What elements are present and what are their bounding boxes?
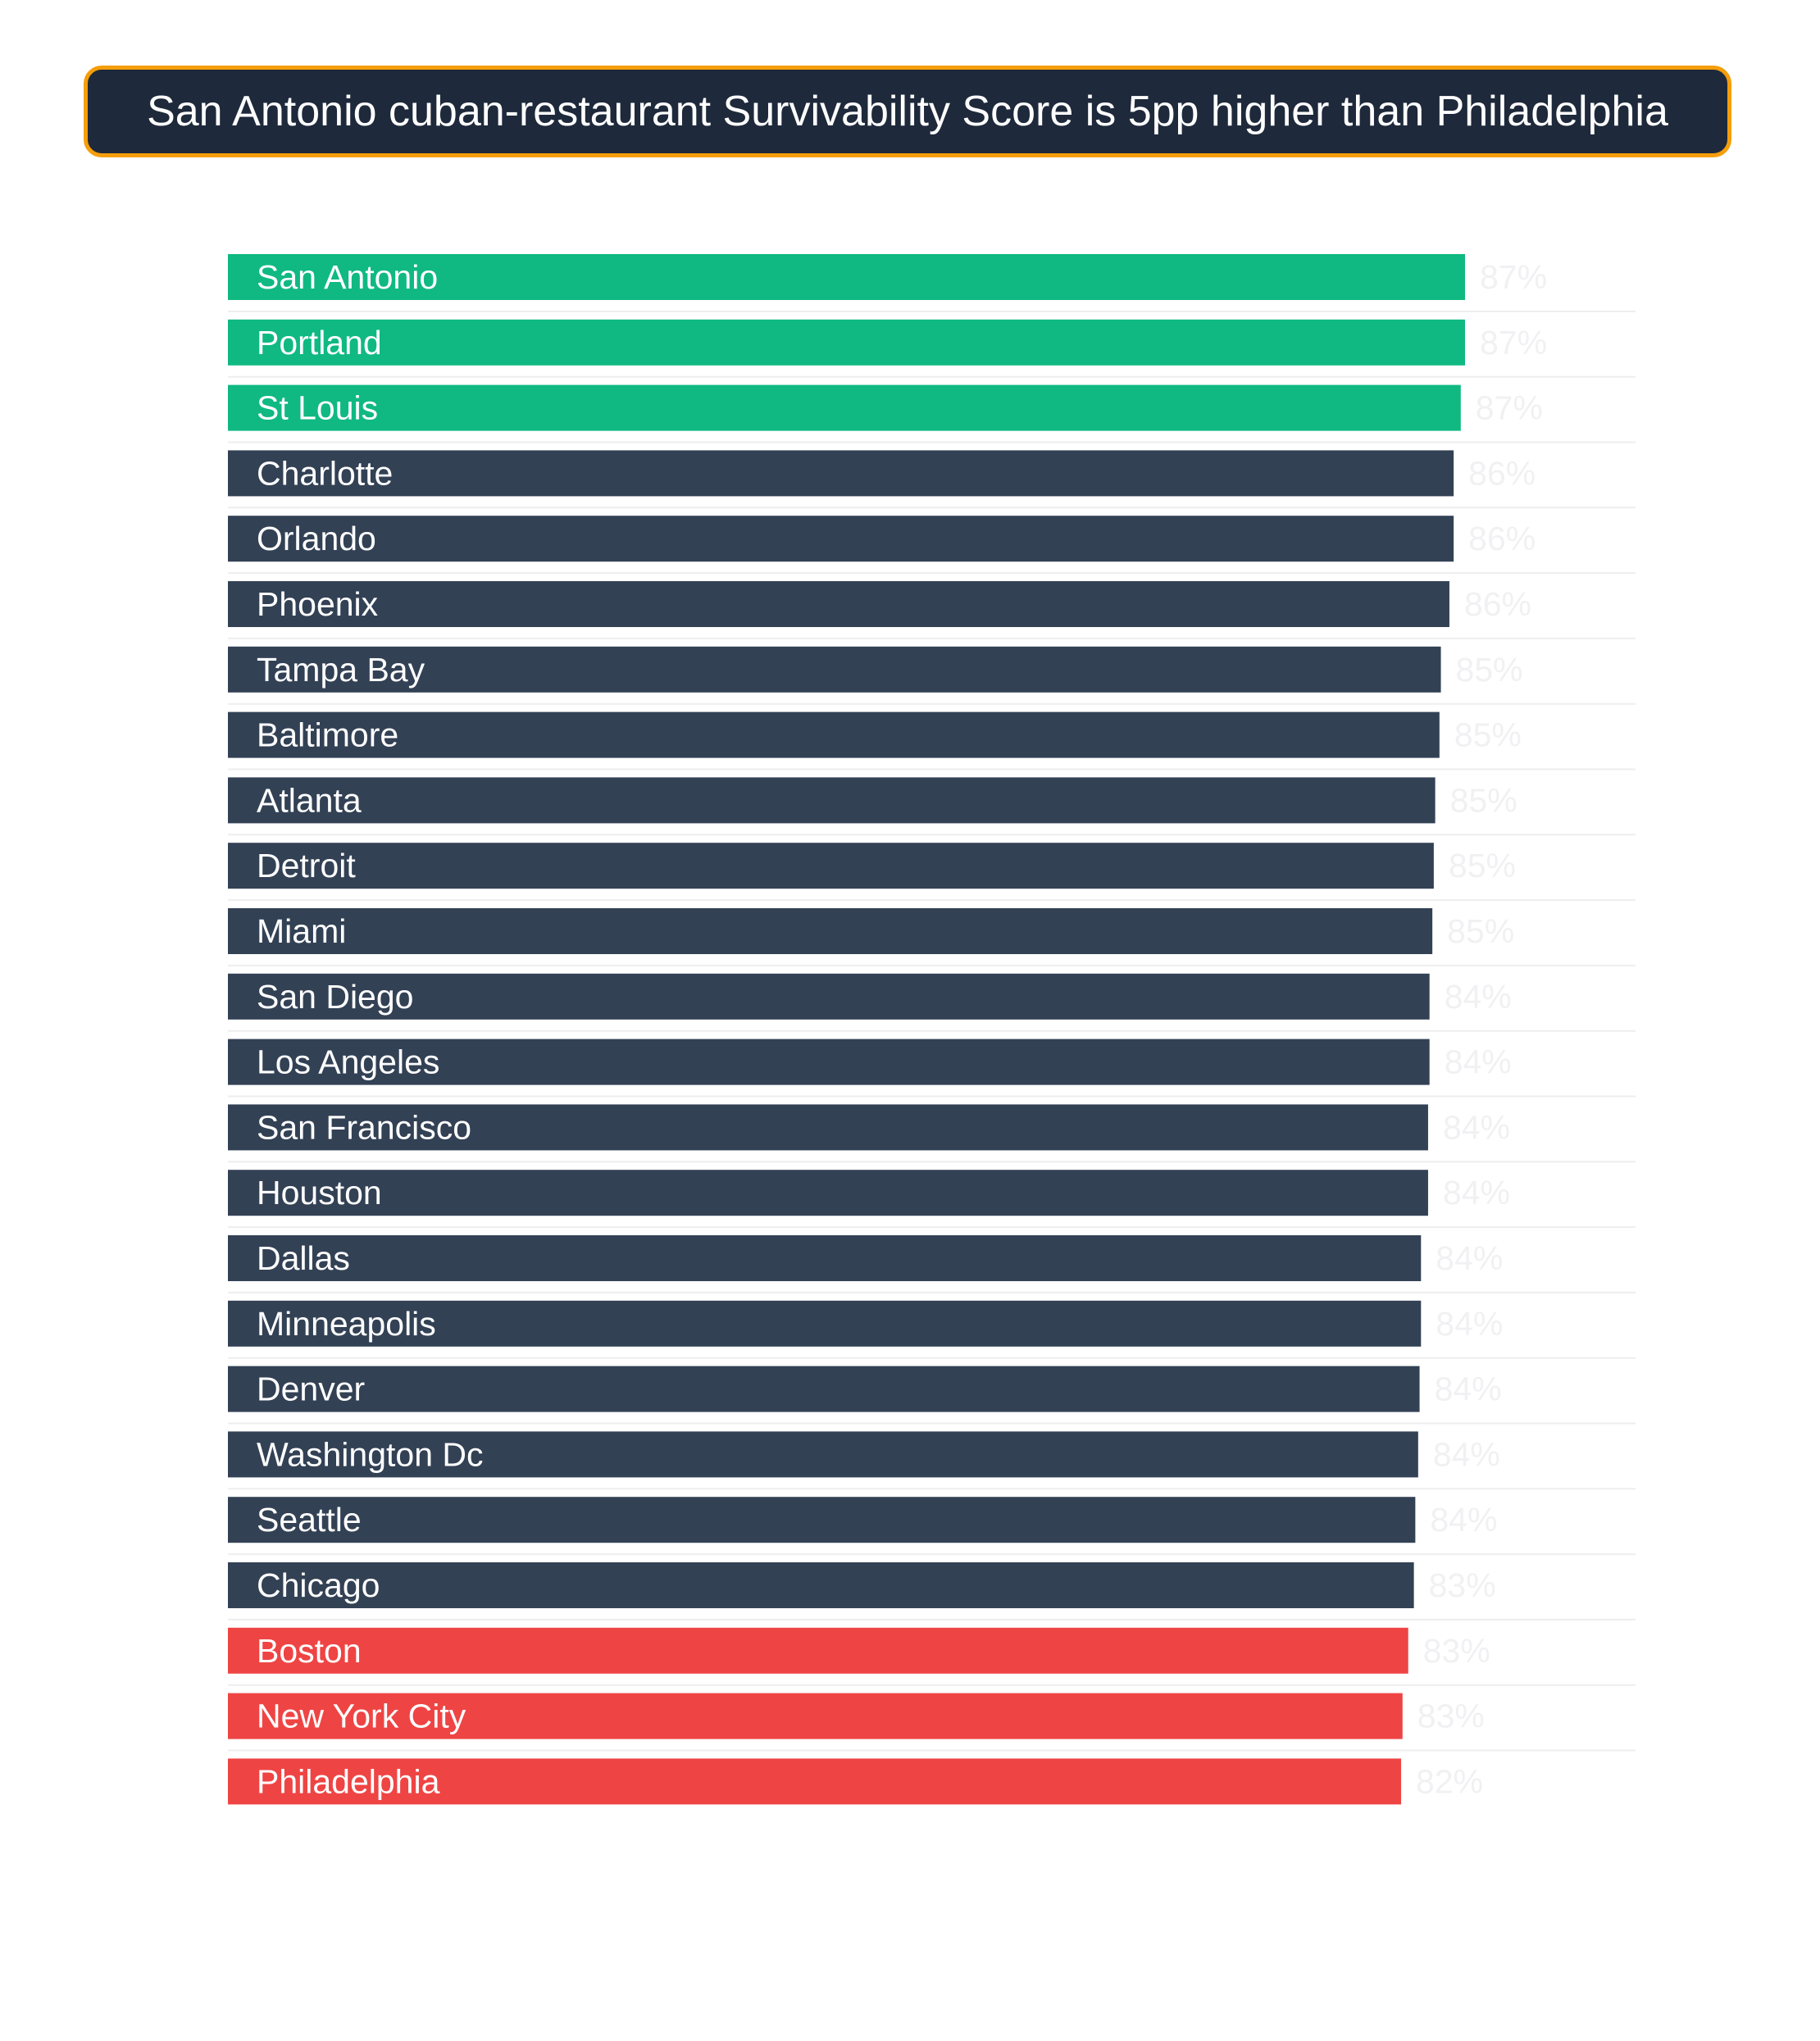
bar-value-label: 87% <box>1475 389 1543 427</box>
bar <box>228 1235 1421 1281</box>
bar-category-label: Portland <box>257 323 382 361</box>
bar-row <box>228 254 1636 311</box>
bar-category-label: Miami <box>257 912 347 950</box>
bar-row <box>228 1104 1636 1161</box>
bar-category-label: Denver <box>257 1370 366 1408</box>
bar-row <box>228 1039 1636 1097</box>
bar-value-label: 85% <box>1454 716 1522 754</box>
bar-value-label: 84% <box>1444 977 1512 1016</box>
bar <box>228 1170 1428 1216</box>
bar <box>228 450 1454 496</box>
bar-value-label: 84% <box>1434 1370 1502 1408</box>
bar-row <box>228 385 1636 443</box>
bar-value-label: 82% <box>1416 1762 1484 1801</box>
bar-row <box>228 450 1636 507</box>
bar-category-label: Orlando <box>257 520 376 558</box>
bar-row <box>228 1366 1636 1424</box>
bar-row <box>228 1301 1636 1358</box>
bar-category-label: Chicago <box>257 1566 380 1604</box>
bar <box>228 908 1432 954</box>
bar-category-label: New York City <box>257 1697 466 1735</box>
bar-row <box>228 1170 1636 1227</box>
bar-category-label: St Louis <box>257 389 379 427</box>
bar-category-label: Tampa Bay <box>257 650 425 689</box>
bar-category-label: Boston <box>257 1631 362 1670</box>
bar-row <box>228 1628 1636 1685</box>
bar-category-label: Baltimore <box>257 716 399 754</box>
bar-value-label: 84% <box>1442 1174 1511 1212</box>
bar <box>228 712 1440 758</box>
bar-value-label: 86% <box>1463 585 1532 623</box>
bar-row <box>228 1497 1636 1554</box>
bar-value-label: 85% <box>1447 912 1515 950</box>
bar-category-label: Houston <box>257 1174 382 1212</box>
bar-category-label: Minneapolis <box>257 1304 436 1343</box>
bar <box>228 843 1434 889</box>
bar-category-label: Phoenix <box>257 585 379 623</box>
bar-category-label: San Antonio <box>257 258 439 296</box>
bar <box>228 516 1454 561</box>
bar-row <box>228 1235 1636 1293</box>
bar-value-label: 86% <box>1468 454 1536 493</box>
bar-row <box>228 1693 1636 1751</box>
bar-row <box>228 777 1636 834</box>
bar-value-label: 84% <box>1432 1435 1500 1474</box>
bar-category-label: San Francisco <box>257 1108 472 1147</box>
bar-category-label: Atlanta <box>257 781 362 820</box>
bar-value-label: 84% <box>1444 1043 1512 1081</box>
bar-category-label: Dallas <box>257 1239 350 1277</box>
bar-value-label: 83% <box>1417 1697 1485 1735</box>
bar-value-label: 87% <box>1480 323 1548 361</box>
bar-category-label: Detroit <box>257 847 356 885</box>
bar <box>228 1497 1415 1543</box>
bar-value-label: 84% <box>1436 1304 1504 1343</box>
bar-value-label: 83% <box>1422 1631 1490 1670</box>
bar-row <box>228 712 1636 770</box>
bar-value-label: 86% <box>1468 520 1536 558</box>
bar-value-label: 84% <box>1442 1108 1511 1147</box>
bar-row <box>228 974 1636 1031</box>
bar-value-label: 85% <box>1455 650 1523 689</box>
bar <box>228 1366 1420 1412</box>
bar-row <box>228 581 1636 639</box>
bar <box>228 320 1465 366</box>
bar-value-label: 85% <box>1449 781 1517 820</box>
bar-category-label: Los Angeles <box>257 1043 440 1081</box>
bar-value-label: 84% <box>1436 1239 1504 1277</box>
bar-row <box>228 647 1636 704</box>
bar-category-label: Philadelphia <box>257 1762 440 1801</box>
bar <box>228 1628 1408 1674</box>
bar-value-label: 87% <box>1480 258 1548 296</box>
bar-row <box>228 908 1636 966</box>
bar-category-label: Washington Dc <box>257 1435 484 1474</box>
bar <box>228 385 1461 431</box>
bar-row <box>228 1758 1483 1804</box>
bar-category-label: San Diego <box>257 977 414 1016</box>
bar-row <box>228 843 1636 900</box>
bar-row <box>228 1562 1636 1620</box>
bar <box>228 777 1436 823</box>
bar-row <box>228 320 1636 377</box>
bar-row <box>228 1431 1636 1489</box>
bar-value-label: 84% <box>1430 1501 1498 1539</box>
bar <box>228 1562 1414 1608</box>
bar-row <box>228 516 1636 573</box>
bar-value-label: 83% <box>1428 1566 1496 1604</box>
bar-category-label: Seattle <box>257 1501 362 1539</box>
bar-category-label: Charlotte <box>257 454 394 493</box>
bar-value-label: 85% <box>1448 847 1516 885</box>
chart-title: San Antonio cuban-restaurant Survivability Score is 5pp higher than Philadelphia <box>147 88 1668 135</box>
bar <box>228 581 1449 627</box>
